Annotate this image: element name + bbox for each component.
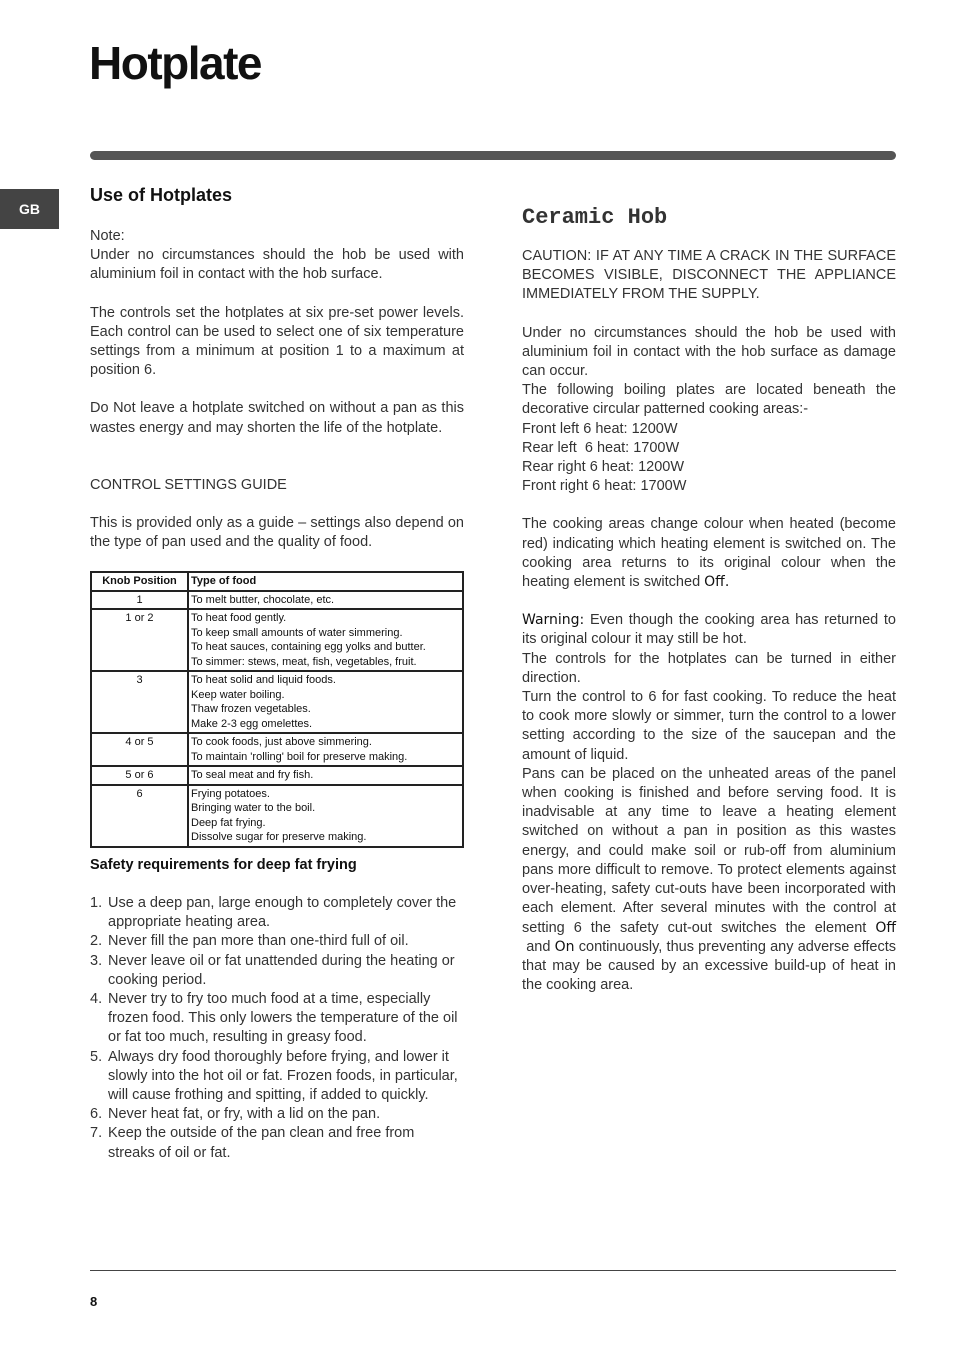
plate-front-right: Front right 6 heat: 1700W	[522, 478, 687, 495]
table-row	[91, 733, 463, 766]
safety-list	[90, 894, 464, 1163]
and-word: and	[522, 938, 555, 955]
table-header-row	[91, 572, 463, 591]
list-item-number: 2.	[90, 933, 103, 950]
column-header-type-of-food: Type of food	[188, 572, 463, 591]
list-item-text: Always dry food thoroughly before frying, and lower it slowly into the hot oil or fat. Frozen foods, in particular, will cause frothing and spitting, if added to quickly.	[108, 1048, 458, 1103]
food-line: Keep water boiling.	[191, 688, 285, 701]
foil-paragraph: Under no circumstances should the hob be used with aluminium foil in contact with the hob surface as damage can occur.	[522, 324, 896, 380]
list-item	[90, 990, 464, 1048]
list-item-text: Never try to fry too much food at a time, especially frozen food. This only lowers the temperature of the oil or fat too much, resulting in greasy food.	[108, 990, 458, 1046]
column-header-knob-position: Knob Position	[91, 572, 188, 591]
knob-position-cell: 4 or 5	[91, 733, 188, 766]
caution-paragraph: CAUTION: IF AT ANY TIME A CRACK IN THE SURFACE BECOMES VISIBLE, DISCONNECT THE APPLIANCE IMMEDIATELY FROM THE SUPPLY.	[522, 248, 896, 303]
list-item-number: 7.	[90, 1125, 103, 1142]
plate-rear-right: Rear right 6 heat: 1200W	[522, 459, 685, 476]
warning-paragraph	[522, 611, 896, 649]
food-line: To maintain 'rolling' boil for preserve making.	[191, 750, 408, 763]
list-item	[90, 1105, 464, 1124]
plate-rear-left: Rear left 6 heat: 1700W	[522, 439, 680, 456]
food-line: Make 2-3 egg omelettes.	[191, 717, 313, 730]
food-cell	[188, 609, 463, 671]
knob-position-cell: 5 or 6	[91, 766, 188, 785]
colour-change-paragraph	[522, 515, 896, 592]
guide-title: CONTROL SETTINGS GUIDE	[90, 476, 287, 493]
either-direction-paragraph: The controls for the hotplates can be turned in either direction.	[522, 650, 896, 686]
section-heading-use-of-hotplates: Use of Hotplates	[90, 185, 233, 205]
food-line: Deep fat frying.	[191, 816, 266, 829]
list-item-text: Never fill the pan more than one-third full of oil.	[108, 933, 409, 950]
list-item-number: 3.	[90, 952, 103, 969]
plate-front-left: Front left 6 heat: 1200W	[522, 420, 678, 437]
pans-paragraph	[522, 765, 896, 995]
controls-paragraph: The controls set the hotplates at six pre-set power levels. Each control can be used to select one of six temperature settings from a minimum at position 1 to a maximum at position 6.	[90, 304, 464, 379]
list-item	[90, 894, 464, 932]
list-item-text: Use a deep pan, large enough to completely cover the appropriate heating area.	[108, 894, 457, 931]
section-heading-ceramic-hob: Ceramic Hob	[522, 205, 668, 230]
off-word: Off	[875, 919, 896, 936]
knob-position-cell: 3	[91, 671, 188, 733]
pans-text-end: continuously, thus preventing any adverse effects that may be caused by an excessive build-up of heat in the cooking area.	[522, 938, 896, 994]
list-item	[90, 1048, 464, 1106]
food-line: To seal meat and fry fish.	[191, 769, 314, 782]
off-word: Off.	[704, 574, 730, 591]
note-label: Note:	[90, 228, 125, 244]
warning-text: Even though the cooking area has returned to its original colour it may still be hot.	[522, 612, 896, 648]
left-column	[90, 182, 464, 1163]
table-row	[91, 609, 463, 671]
note-text: Under no circumstances should the hob be used with aluminium foil in contact with the hob surface.	[90, 247, 464, 283]
list-item-number: 6.	[90, 1106, 103, 1123]
food-line: To heat food gently.	[191, 612, 287, 625]
knob-position-cell: 6	[91, 785, 188, 847]
list-item-text: Never leave oil or fat unattended during the heating or cooking period.	[108, 952, 455, 988]
on-word: On	[554, 938, 575, 955]
food-cell	[188, 785, 463, 847]
list-item-number: 5.	[90, 1048, 103, 1065]
food-cell	[188, 671, 463, 733]
table-row	[91, 671, 463, 733]
food-line: To heat solid and liquid foods.	[191, 674, 336, 687]
food-line: Dissolve sugar for preserve making.	[191, 831, 367, 844]
bottom-divider	[90, 1270, 896, 1271]
leave-hotplate-paragraph: Do Not leave a hotplate switched on without a pan as this wastes energy and may shorten the life of the hotplate.	[90, 400, 464, 436]
knob-position-cell: 1	[91, 591, 188, 610]
list-item	[90, 1124, 464, 1162]
food-line: To cook foods, just above simmering.	[191, 736, 372, 749]
page-number: 8	[90, 1294, 98, 1309]
list-item-text: Keep the outside of the pan clean and free from streaks of oil or fat.	[108, 1125, 415, 1161]
boiling-plates-paragraph: The following boiling plates are located beneath the decorative circular patterned cooking areas:-	[522, 382, 896, 418]
food-line: Thaw frozen vegetables.	[191, 703, 311, 716]
control-settings-table	[90, 571, 464, 848]
food-cell	[188, 591, 463, 610]
list-item	[90, 932, 464, 951]
food-cell	[188, 766, 463, 785]
food-line: Bringing water to the boil.	[191, 802, 316, 815]
top-divider	[90, 151, 896, 160]
food-line: To melt butter, chocolate, etc.	[191, 593, 335, 606]
table-row	[91, 785, 463, 847]
table-row	[91, 766, 463, 785]
safety-heading: Safety requirements for deep fat frying	[90, 856, 357, 873]
warning-label: Warning:	[522, 612, 585, 629]
guide-intro: This is provided only as a guide – settings also depend on the type of pan used and the quality of food.	[90, 515, 464, 551]
page-title: Hotplate	[89, 37, 261, 89]
pans-text: Pans can be placed on the unheated areas of the panel when cooking is finished and before serving food. It is inadvisable at any time to leave a heating element switched on without a pan in position as this wastes energy, and could make soil or rub-off from aluminium pans more difficult to remove. To protect elements against over-heating, safety cut-outs have been incorporated with each element. After several minutes with the control at setting 6 the safety cut-out switches the element	[522, 765, 896, 936]
right-column	[522, 203, 896, 995]
food-line: To heat sauces, containing egg yolks and butter.	[191, 641, 426, 654]
food-line: To simmer: stews, meat, fish, vegetables, fruit.	[191, 655, 417, 668]
food-line: Frying potatoes.	[191, 787, 270, 800]
food-line: To keep small amounts of water simmering.	[191, 626, 403, 639]
table-row	[91, 591, 463, 610]
food-cell	[188, 733, 463, 766]
language-tab: GB	[0, 189, 59, 229]
list-item	[90, 952, 464, 990]
list-item-text: Never heat fat, or fry, with a lid on the pan.	[108, 1106, 381, 1123]
colour-change-text: The cooking areas change colour when heated (become red) indicating which heating element is switched on. The cooking area returns to its original colour when the heating element is switched	[522, 516, 896, 591]
knob-position-cell: 1 or 2	[91, 609, 188, 671]
turn-control-paragraph: Turn the control to 6 for fast cooking. To reduce the heat to cook more slowly or simmer, turn the control to a lower setting according to the size of the saucepan and the amount of liquid.	[522, 689, 896, 763]
list-item-number: 4.	[90, 990, 103, 1007]
list-item-number: 1.	[90, 894, 103, 911]
